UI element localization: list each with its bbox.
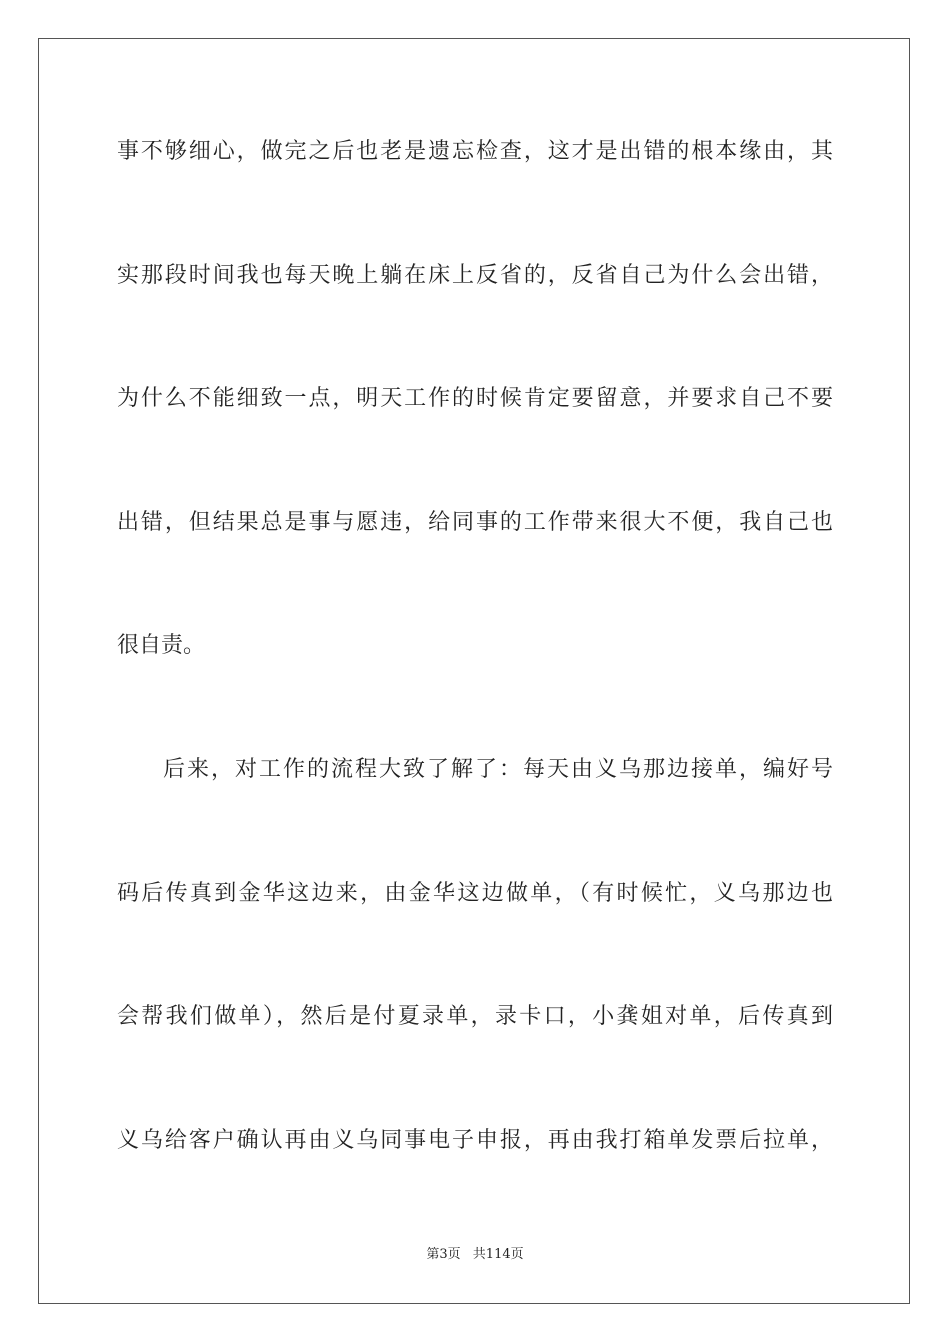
paragraph-line: 码后传真到金华这边来，由金华这边做单，（有时候忙，义乌那边也 (117, 881, 833, 906)
paragraph-line: 出错，但结果总是事与愿违，给同事的工作带来很大不便，我自己也 (117, 510, 833, 535)
paragraph-line: 事不够细心，做完之后也老是遗忘检查，这才是出错的根本缘由，其 (117, 139, 833, 164)
page-border (38, 38, 910, 1304)
paragraph-line: 义乌给客户确认再由义乌同事电子申报，再由我打箱单发票后拉单， (117, 1128, 833, 1153)
paragraph-line: 后来，对工作的流程大致了解了：每天由义乌那边接单，编好号 (163, 757, 833, 782)
page-footer (0, 1246, 950, 1264)
page-number: 第3页 (426, 1247, 461, 1262)
paragraph-line: 很自责。 (117, 633, 206, 658)
paragraph-line: 会帮我们做单），然后是付夏录单，录卡口，小龚姐对单，后传真到 (117, 1004, 833, 1029)
page-total: 共114页 (472, 1247, 524, 1262)
paragraph-line: 实那段时间我也每天晚上躺在床上反省的，反省自己为什么会出错， (117, 263, 833, 288)
paragraph-line: 为什么不能细致一点，明天工作的时候肯定要留意，并要求自己不要 (117, 386, 833, 411)
